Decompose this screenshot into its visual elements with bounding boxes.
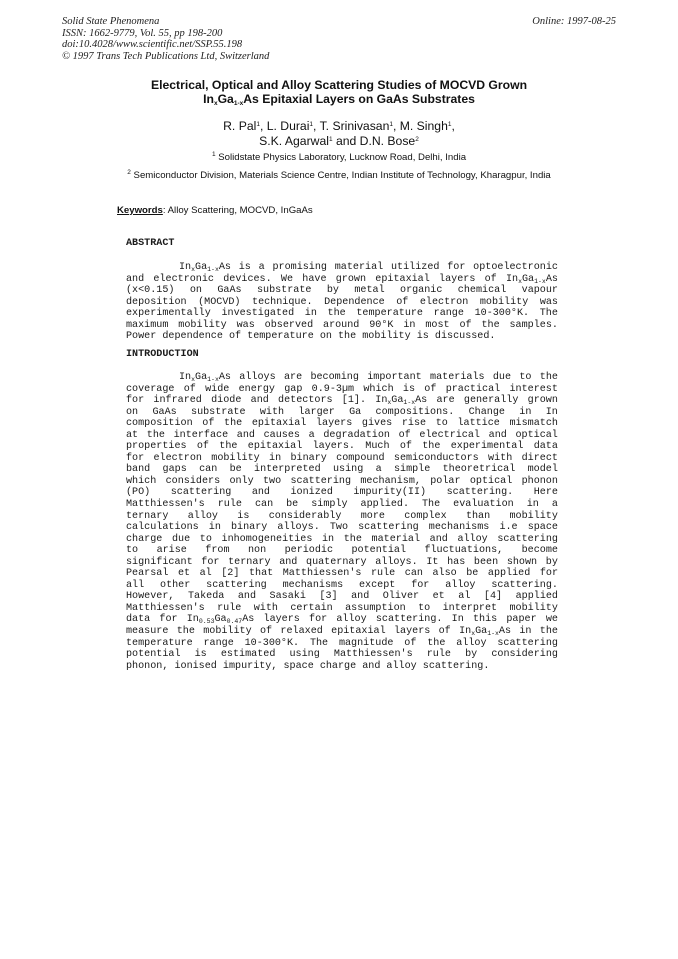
introduction-heading: INTRODUCTION [126,349,199,360]
abstract-body [126,262,558,343]
copyright-line: © 1997 Trans Tech Publications Ltd, Switzerland [62,50,270,62]
affiliation-2: $^2$ Semiconductor Division, Materials Science Centre, Indian Institute of Technology, Kharagpur, India [127,169,551,181]
keywords-label: Keywords [117,205,163,216]
text-line: to arise from non periodic potential fluctuations, become [126,545,558,557]
text-line: $In_xGa_{1-x}As$ alloys are becoming important materials due to the [179,372,558,383]
introduction-body [126,372,558,672]
text-line: Matthiessen's rule with certain assumption to interpret mobility [126,602,558,614]
text-line: for infrared diode and detectors [1]. $In_xGa_{1-x}As$ are generally grown [126,395,558,407]
journal-name: Solid State Phenomena [62,16,160,27]
journal-header [62,16,269,62]
text-line: properties of the epitaxial layers. Much of the experimental data [126,441,558,453]
text-line: composition of the epitaxial layers gives rise to lattice mismatch [126,418,558,430]
text-line: $In_xGa_{1-x}As$ is a promising material utilized for optoelectronic [179,262,558,273]
keywords [117,205,313,216]
text-line: However, Takeda and Sasaki [3] and Oliver et al [4] applied [126,591,558,603]
text-line: potential is estimated using Matthiessen's rule by considering [126,649,558,661]
text-line: Power dependence of temperature on the mobility is discussed. [126,331,496,343]
text-line: calculations in binary alloys. Two scattering mechanisms i.e space [126,522,558,534]
text-line: which considers only two scattering mechanism, polar optical phonon [126,475,558,487]
text-line: measure the mobility of relaxed epitaxial layers of $In_xGa_{1-x}As$ in the [126,626,558,638]
text-line: coverage of wide energy gap 0.9-3µm which is of practical interest [126,383,558,395]
authors-line-2: S.K. Agarwal$^1$ and D.N. Bose$^2$ [259,134,419,148]
text-line: Pearsal et al [2] that Matthiessen's rule can also be applied for [126,568,558,580]
text-line: temperature range 10-300°K. The magnitude of the alloy scattering [126,637,558,649]
text-line: charge due to inhomogeneities in the material and alloy scattering [126,533,558,545]
text-line: (PO) scattering and ionized impurity(II) scattering. Here [126,487,558,499]
paper-title [100,78,578,106]
text-line: on GaAs substrate with larger Ga compositions. Change in In [126,406,558,418]
text-line: at the interface and causes a degradation of electrical and optical [126,429,558,441]
text-line: deposition (MOCVD) technique. Dependence of electron mobility was [126,296,558,308]
text-line: data for $In_{0.53}Ga_{0.47}As$ layers for alloy scattering. In this paper we [126,614,558,626]
text-line: maximum mobility was observed around 90°K in most of the samples. [126,319,558,331]
issn-line: ISSN: 1662-9779, Vol. 55, pp 198-200 [62,27,223,39]
title-line-2: $In_xGa_{1-x}As$ Epitaxial Layers on GaAs Substrates [203,92,475,107]
text-line: phonon, ionised impurity, space charge and alloy scattering. [126,660,490,672]
online-date: Online: 1997-08-25 [532,16,616,27]
text-line: experimentally investigated in the temperature range 10-300°K. The [126,308,558,320]
affiliation-1: $^1$ Solidstate Physics Laboratory, Lucknow Road, Delhi, India [211,151,467,163]
text-line: ternary alloy is considerably more complex than mobility [126,510,558,522]
text-line: for electron mobility in binary compound semiconductors with direct [126,452,558,464]
author-list [150,119,528,149]
abstract-heading: ABSTRACT [126,238,175,249]
text-line: significant for ternary and quaternary alloys. It has been shown by [126,556,558,568]
text-line: all other scattering mechanisms except for alloy scattering. [126,579,558,591]
text-line: and electronic devices. We have grown epitaxial layers of $In_xGa_{1-x}As$ [126,273,558,285]
authors-line-1: R. Pal$^1$, L. Durai$^1$, T. Srinivasan$^1$, M. Singh$^1$, [223,119,455,133]
text-line: (x<0.15) on GaAs substrate by metal organic chemical vapour [126,285,558,297]
text-line: band gaps can be interpreted using a simple theoretrical model [126,464,558,476]
title-line-1: Electrical, Optical and Alloy Scattering Studies of MOCVD Grown [150,78,528,92]
keywords-text: : Alloy Scattering, MOCVD, InGaAs [162,205,313,216]
text-line: Matthiessen's rule can be simply applied. The evaluation in a [126,499,558,511]
doi-line: doi:10.4028/www.scientific.net/SSP.55.198 [62,39,243,50]
